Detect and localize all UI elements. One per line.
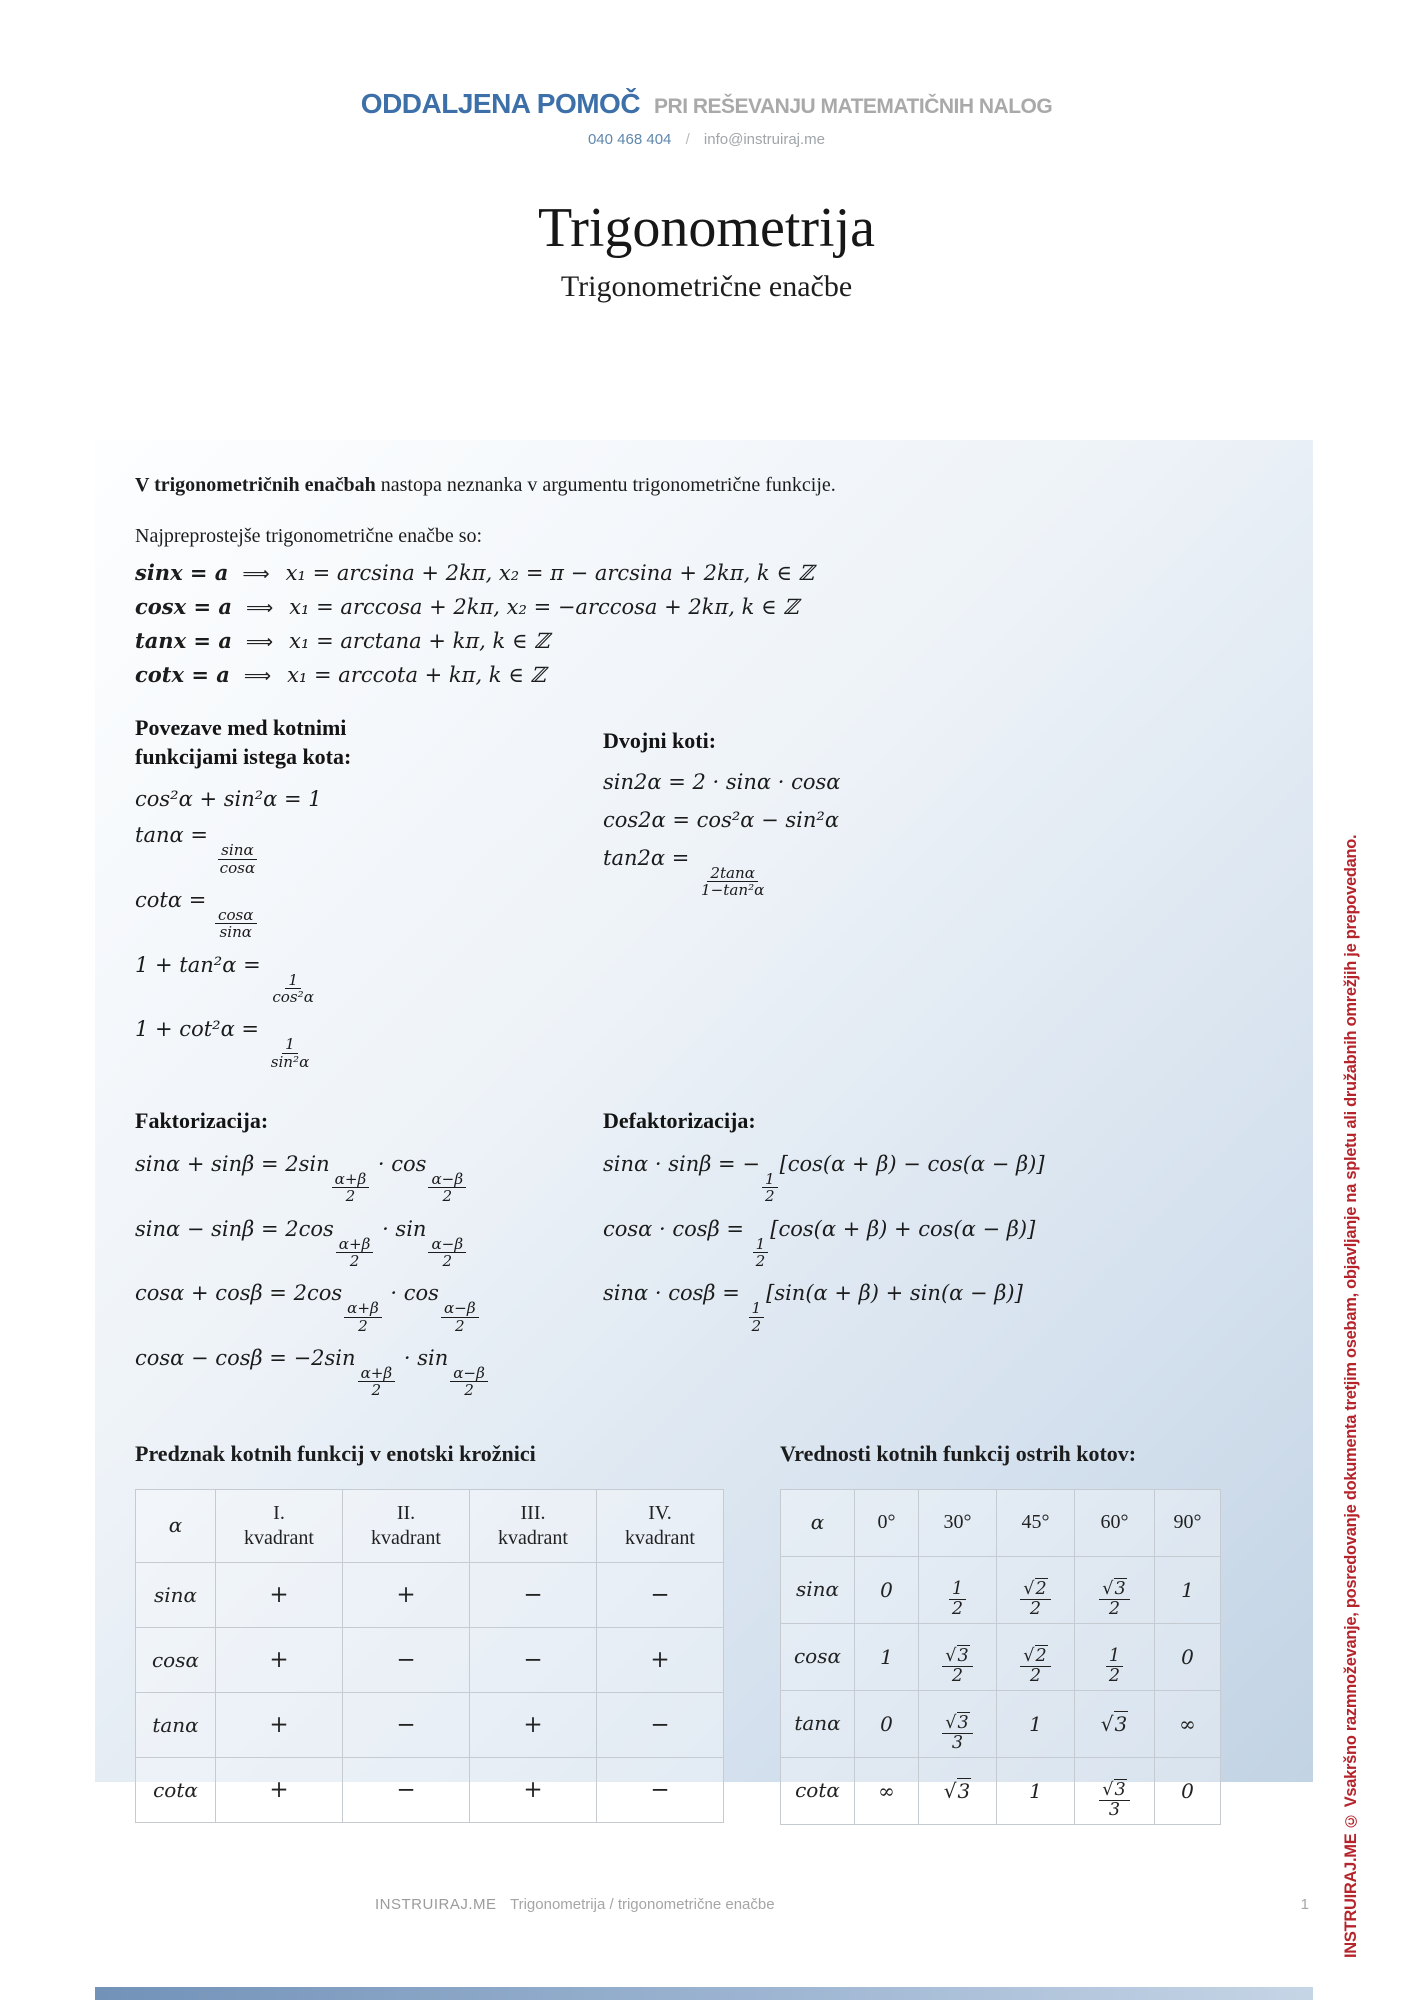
table-cell: √3 <box>919 1757 997 1824</box>
equation: 1 + tan²α = $\frac{1}{\text{cos²α}}$ <box>135 952 314 1006</box>
equation-lhs: cosx = a <box>135 594 232 619</box>
table-cell: − <box>470 1627 597 1692</box>
table-cell: + <box>470 1692 597 1757</box>
table-header-row <box>781 1489 1221 1556</box>
table-cell: $\frac{1}{2}$ <box>1075 1623 1155 1690</box>
equation-rhs: x₁ = arctana + kπ, k ∈ ℤ <box>289 629 550 653</box>
table-row-label: cotα <box>781 1757 855 1824</box>
brand-tagline: PRI REŠEVANJU MATEMATIČNIH NALOG <box>654 95 1053 118</box>
copyright-watermark: INSTRUIRAJ.ME © Vsakršno razmnoževanje, posredovanje dokumenta tretjim osebam, objavljanje na spletu ali družabnih omrežjih je prepovedano. <box>1342 834 1360 1958</box>
table-cell: − <box>343 1692 470 1757</box>
table-header-cell: II. kvadrant <box>343 1489 470 1562</box>
table-corner-cell: α <box>136 1489 216 1562</box>
sign-table <box>135 1489 724 1823</box>
table-cell: − <box>597 1757 724 1822</box>
equation: sinα + sinβ = 2sin $\frac{\alpha+\beta}{2}$ · cos $\frac{\alpha-\beta}{2}$ <box>135 1152 603 1205</box>
table-header-cell: 90° <box>1155 1489 1221 1556</box>
table-header-cell: 60° <box>1075 1489 1155 1556</box>
table-cell: ∞ <box>855 1757 919 1824</box>
footer-doc-title: Trigonometrija / trigonometrične enačbe <box>510 1896 775 1913</box>
intro-bold: V trigonometričnih enačbah <box>135 474 376 496</box>
phone-number: 040 468 404 <box>587 131 672 148</box>
equation-lhs: cotx = a <box>135 662 230 687</box>
table-cell: $\frac{√2}{2}$ <box>997 1556 1075 1623</box>
site-header <box>0 88 1413 120</box>
table-cell: 1 <box>1155 1556 1221 1623</box>
table-header-cell: 30° <box>919 1489 997 1556</box>
equation: cosα + cosβ = 2cos $\frac{\alpha+\beta}{2}$ · cos $\frac{\alpha-\beta}{2}$ <box>135 1281 603 1334</box>
relations-column <box>135 714 603 1082</box>
table-cell: + <box>216 1757 343 1822</box>
equation: 1 + cot²α = $\frac{1}{\text{sin²α}}$ <box>135 1017 310 1071</box>
factorization-title: Faktorizacija: <box>135 1107 269 1133</box>
table-cell: 1 <box>855 1623 919 1690</box>
factorization-column <box>135 1108 603 1411</box>
table-cell: 1 <box>997 1690 1075 1757</box>
sign-table-block <box>135 1441 724 1825</box>
equation: cosα − cosβ = −2sin $\frac{\alpha+\beta}{2}$ · sin $\frac{\alpha-\beta}{2}$ <box>135 1346 603 1399</box>
table-cell: + <box>216 1692 343 1757</box>
contact-line <box>0 131 1413 148</box>
table-row <box>781 1690 1221 1757</box>
table-cell: $\frac{√3}{3}$ <box>919 1690 997 1757</box>
table-header-cell: 0° <box>855 1489 919 1556</box>
values-table <box>780 1489 1221 1825</box>
table-cell: ∞ <box>1155 1690 1221 1757</box>
table-cell: − <box>597 1692 724 1757</box>
double-angles-title: Dvojni koti: <box>603 728 717 753</box>
table-row-label: cotα <box>136 1757 216 1822</box>
table-row-label: tanα <box>136 1692 216 1757</box>
table-row <box>781 1556 1221 1623</box>
table-header-cell: IV. kvadrant <box>597 1489 724 1562</box>
relations-equations <box>135 787 603 1070</box>
table-header-row <box>136 1489 724 1562</box>
equation: sinα · sinβ = − $\frac{1}{2}$ [cos(α + β) − cos(α − β)] <box>603 1151 1045 1206</box>
table-cell: + <box>597 1627 724 1692</box>
equation-lhs: tanx = a <box>135 628 232 653</box>
defactorization-title: Defaktorizacija: <box>603 1107 756 1133</box>
intro-rest: nastopa neznanka v argumentu trigonometrične funkcije. <box>375 474 836 496</box>
equation-rhs: x₁ = arccosa + 2kπ, x₂ = −arccosa + 2kπ, k ∈ ℤ <box>289 595 799 619</box>
table-cell: − <box>470 1562 597 1627</box>
defactorization-column <box>603 1108 1273 1411</box>
table-row-label: cosα <box>136 1627 216 1692</box>
table-row-label: sinα <box>136 1562 216 1627</box>
footer-site: INSTRUIRAJ.ME <box>375 1896 497 1913</box>
double-angles-equations <box>603 770 1273 899</box>
table-header-cell: 45° <box>997 1489 1075 1556</box>
equation-lhs: sinx = a <box>135 560 229 585</box>
table-row <box>781 1623 1221 1690</box>
equation: cotα = $\frac{\cos\alpha}{\sin\alpha}$ <box>135 888 603 941</box>
simplest-lead: Najpreprostejše trigonometrične enačbe so: <box>135 525 483 547</box>
equation: sinα − sinβ = 2cos $\frac{\alpha+\beta}{2}$ · sin $\frac{\alpha-\beta}{2}$ <box>135 1217 603 1270</box>
table-cell: 0 <box>1155 1757 1221 1824</box>
equation-row <box>135 628 1273 654</box>
values-table-title: Vrednosti kotnih funkcij ostrih kotov: <box>780 1440 1137 1466</box>
table-cell: − <box>343 1627 470 1692</box>
equation-row <box>135 662 1273 688</box>
table-row <box>136 1692 724 1757</box>
table-cell: − <box>597 1562 724 1627</box>
factorization-section <box>135 1108 1273 1411</box>
relations-title: Povezave med kotnimi funkcijami istega kota: <box>135 715 352 769</box>
page-title: Trigonometrija <box>537 197 876 259</box>
table-cell: √3 <box>1075 1690 1155 1757</box>
equation-row <box>135 594 1273 620</box>
table-row <box>136 1757 724 1822</box>
table-cell: 0 <box>855 1690 919 1757</box>
implies-arrow: ⟹ <box>243 665 272 687</box>
equation-row <box>135 560 1273 586</box>
equation: cos2α = cos²α − sin²α <box>603 808 840 832</box>
equation: cosα · cosβ = $\frac{1}{2}$ [cos(α + β) + cos(α − β)] <box>603 1216 1036 1270</box>
table-row <box>781 1757 1221 1824</box>
table-row <box>136 1627 724 1692</box>
table-cell: + <box>216 1562 343 1627</box>
footer-accent-bar <box>95 1987 1313 2000</box>
table-cell: $\frac{√3}{3}$ <box>1075 1757 1155 1824</box>
equation: sin2α = 2 · sinα · cosα <box>603 770 841 794</box>
values-table-block <box>780 1441 1221 1825</box>
table-cell: $\frac{1}{2}$ <box>919 1556 997 1623</box>
equation-rhs: x₁ = arcsina + 2kπ, x₂ = π − arcsina + 2kπ, k ∈ ℤ <box>285 561 814 585</box>
equation: tanα = $\frac{\sin\alpha}{\cos\alpha}$ <box>135 823 256 877</box>
table-cell: + <box>216 1627 343 1692</box>
implies-arrow: ⟹ <box>245 631 274 653</box>
table-row-label: cosα <box>781 1623 855 1690</box>
implies-arrow: ⟹ <box>242 563 270 585</box>
table-cell: − <box>343 1757 470 1822</box>
table-cell: + <box>343 1562 470 1627</box>
footer-page-number: 1 <box>1300 1896 1309 1913</box>
table-header-cell: I. kvadrant <box>216 1489 343 1562</box>
tables-section <box>135 1441 1273 1825</box>
equation: sinα · cosβ = $\frac{1}{2}$ [sin(α + β) + sin(α − β)] <box>603 1281 1023 1335</box>
table-row <box>136 1562 724 1627</box>
equation: cos²α + sin²α = 1 <box>135 787 322 812</box>
equation-rhs: x₁ = arccota + kπ, k ∈ ℤ <box>287 663 546 687</box>
intro-paragraph <box>135 474 1273 497</box>
relations-doubles-section <box>135 714 1273 1082</box>
table-cell: $\frac{√3}{2}$ <box>1075 1556 1155 1623</box>
implies-arrow: ⟹ <box>245 597 274 619</box>
table-cell: 0 <box>855 1556 919 1623</box>
simplest-equations <box>135 560 1273 688</box>
equation: tan2α = $\frac{2\tan\alpha}{\text{1−tan²α}}$ <box>603 846 765 900</box>
table-row-label: sinα <box>781 1556 855 1623</box>
email-address[interactable]: info@instruiraj.me <box>703 131 826 148</box>
table-row-label: tanα <box>781 1690 855 1757</box>
table-corner-cell: α <box>781 1489 855 1556</box>
table-cell: + <box>470 1757 597 1822</box>
contact-separator: / <box>685 131 690 148</box>
table-header-cell: III. kvadrant <box>470 1489 597 1562</box>
table-cell: $\frac{√2}{2}$ <box>997 1623 1075 1690</box>
double-angles-column <box>603 714 1273 1082</box>
factorization-equations <box>135 1152 603 1399</box>
defactorization-equations <box>603 1152 1273 1334</box>
table-cell: 1 <box>997 1757 1075 1824</box>
table-cell: $\frac{√3}{2}$ <box>919 1623 997 1690</box>
content-box <box>95 440 1313 1820</box>
page-subtitle: Trigonometrične enačbe <box>560 270 853 303</box>
table-cell: 0 <box>1155 1623 1221 1690</box>
sign-table-title: Predznak kotnih funkcij v enotski krožnici <box>135 1440 536 1466</box>
brand-name: ODDALJENA POMOČ <box>360 88 641 119</box>
